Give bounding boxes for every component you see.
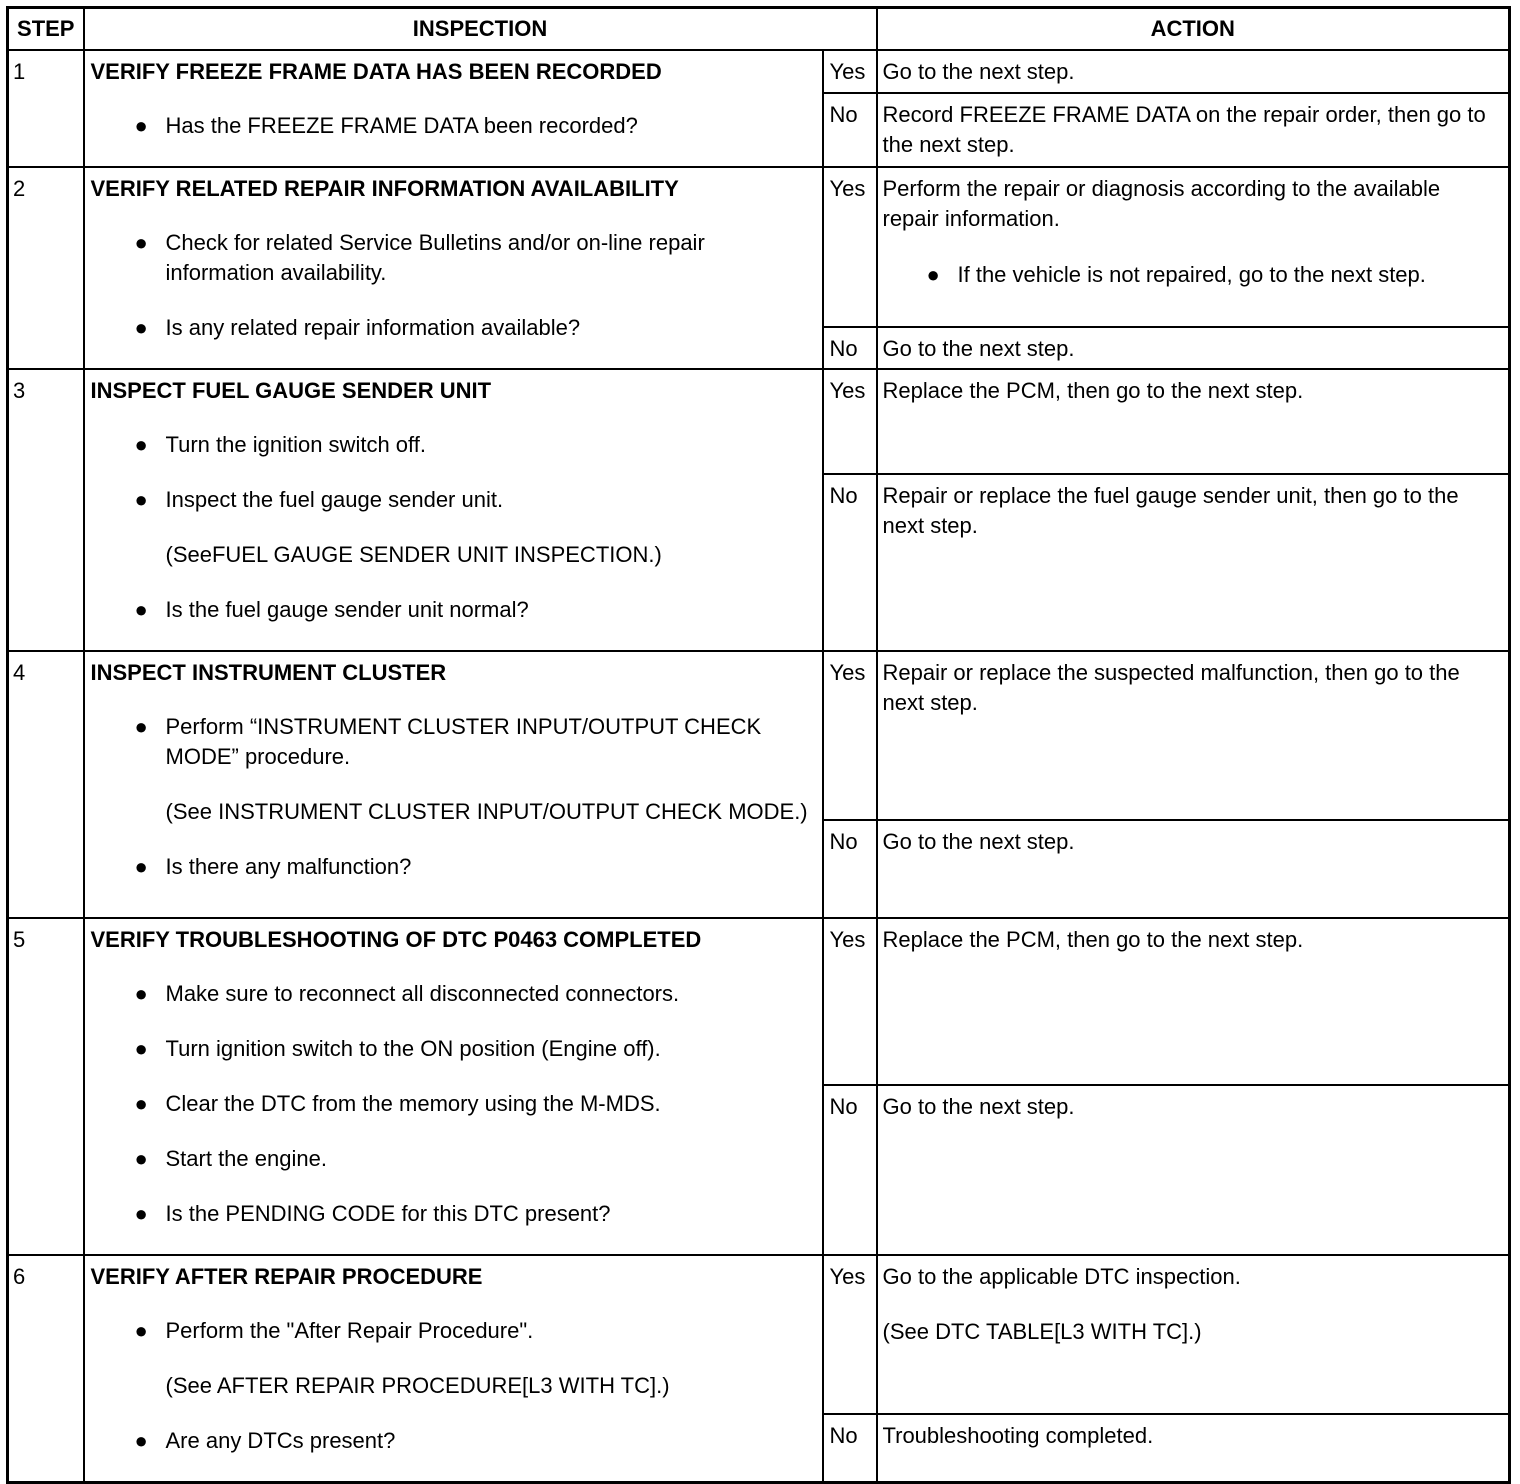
action-reference: (See DTC TABLE[L3 WITH TC].)	[882, 1319, 1202, 1344]
table-row	[8, 50, 1510, 93]
step-number: 2	[8, 167, 84, 369]
inspection-title: INSPECT FUEL GAUGE SENDER UNIT	[90, 378, 492, 403]
bullet-icon: ●	[926, 262, 940, 287]
bullet-icon: ●	[134, 1428, 148, 1453]
inspection-title: VERIFY TROUBLESHOOTING OF DTC P0463 COMPLETED	[90, 927, 702, 952]
yes-label: Yes	[823, 918, 877, 1085]
step-number: 5	[8, 918, 84, 1255]
yes-label: Yes	[823, 1255, 877, 1414]
inspection-item: ● Is any related repair information available?	[91, 313, 816, 343]
yes-action-cell	[877, 1255, 1510, 1414]
step-number: 1	[8, 50, 84, 167]
inspection-cell	[84, 1255, 823, 1483]
inspection-item: ● Are any DTCs present?	[91, 1426, 816, 1456]
bullet-icon: ●	[134, 113, 148, 138]
inspection-item: ● Turn ignition switch to the ON position (Engine off).	[91, 1034, 816, 1064]
inspection-item: ● Is there any malfunction?	[91, 852, 816, 882]
inspection-cell	[84, 918, 823, 1255]
table-row	[8, 1255, 1510, 1414]
inspection-item: ● Is the PENDING CODE for this DTC present?	[91, 1199, 816, 1229]
header-action: ACTION	[877, 8, 1510, 51]
yes-label: Yes	[823, 651, 877, 820]
yes-action: Perform the repair or diagnosis according to the available repair information.	[882, 176, 1441, 231]
yes-action: Replace the PCM, then go to the next step.	[877, 369, 1510, 474]
yes-action: Go to the applicable DTC inspection.	[882, 1264, 1241, 1289]
no-action: Repair or replace the fuel gauge sender unit, then go to the next step.	[877, 474, 1510, 651]
yes-action: Repair or replace the suspected malfunction, then go to the next step.	[877, 651, 1510, 820]
bullet-icon: ●	[134, 487, 148, 512]
inspection-cell	[84, 50, 823, 167]
no-action: Record FREEZE FRAME DATA on the repair order, then go to the next step.	[877, 93, 1510, 167]
inspection-cell	[84, 651, 823, 918]
step-number: 4	[8, 651, 84, 918]
yes-action: Go to the next step.	[877, 50, 1510, 93]
bullet-icon: ●	[134, 1091, 148, 1116]
inspection-item: ● Perform the "After Repair Procedure".	[91, 1316, 816, 1346]
bullet-icon: ●	[134, 1201, 148, 1226]
no-action: Go to the next step.	[877, 327, 1510, 369]
yes-label: Yes	[823, 369, 877, 474]
no-action: Go to the next step.	[877, 1085, 1510, 1255]
inspection-item: ● Is the fuel gauge sender unit normal?	[91, 595, 816, 625]
inspection-item: ● Make sure to reconnect all disconnected connectors.	[91, 979, 816, 1009]
bullet-icon: ●	[134, 432, 148, 457]
inspection-item: ● Has the FREEZE FRAME DATA been recorded?	[91, 111, 816, 141]
inspection-item: ● Turn the ignition switch off.	[91, 430, 816, 460]
inspection-cell	[84, 369, 823, 651]
no-label: No	[823, 327, 877, 369]
bullet-icon: ●	[134, 1146, 148, 1171]
header-row	[8, 8, 1510, 51]
bullet-icon: ●	[134, 597, 148, 622]
no-action: Go to the next step.	[877, 820, 1510, 918]
no-label: No	[823, 93, 877, 167]
table-row	[8, 918, 1510, 1085]
header-inspection: INSPECTION	[84, 8, 877, 51]
step-number: 6	[8, 1255, 84, 1483]
inspection-item: ● Start the engine.	[91, 1144, 816, 1174]
no-label: No	[823, 474, 877, 651]
bullet-icon: ●	[134, 714, 148, 739]
inspection-item: ● Inspect the fuel gauge sender unit.	[91, 485, 816, 515]
diagnostic-table	[6, 6, 1511, 1484]
inspection-item: ● Check for related Service Bulletins and/or on-line repair information availability.	[134, 230, 705, 285]
inspection-reference: (See AFTER REPAIR PROCEDURE[L3 WITH TC].)	[165, 1373, 670, 1398]
inspection-title: INSPECT INSTRUMENT CLUSTER	[90, 660, 447, 685]
no-action: Troubleshooting completed.	[877, 1414, 1510, 1482]
inspection-title: VERIFY RELATED REPAIR INFORMATION AVAILABILITY	[90, 176, 679, 201]
no-label: No	[823, 820, 877, 918]
table-row	[8, 651, 1510, 820]
bullet-icon: ●	[134, 315, 148, 340]
inspection-reference: (SeeFUEL GAUGE SENDER UNIT INSPECTION.)	[165, 542, 662, 567]
inspection-cell	[84, 167, 823, 369]
yes-label: Yes	[823, 50, 877, 93]
yes-action: Replace the PCM, then go to the next step.	[877, 918, 1510, 1085]
bullet-icon: ●	[134, 230, 148, 255]
inspection-item: ● Perform “INSTRUMENT CLUSTER INPUT/OUTPUT CHECK MODE” procedure.	[134, 714, 762, 769]
no-label: No	[823, 1085, 877, 1255]
inspection-title: VERIFY AFTER REPAIR PROCEDURE	[90, 1264, 483, 1289]
bullet-icon: ●	[134, 854, 148, 879]
step-number: 3	[8, 369, 84, 651]
bullet-icon: ●	[134, 981, 148, 1006]
inspection-title: VERIFY FREEZE FRAME DATA HAS BEEN RECORDED	[90, 59, 662, 84]
inspection-item: ● Clear the DTC from the memory using the M-MDS.	[91, 1089, 816, 1119]
table-row	[8, 167, 1510, 327]
header-step: STEP	[8, 8, 84, 51]
yes-action-cell	[877, 167, 1510, 327]
no-label: No	[823, 1414, 877, 1482]
bullet-icon: ●	[134, 1036, 148, 1061]
table-row	[8, 369, 1510, 474]
bullet-icon: ●	[134, 1318, 148, 1343]
yes-label: Yes	[823, 167, 877, 327]
action-subitem: ● If the vehicle is not repaired, go to the next step.	[883, 260, 1503, 290]
inspection-reference: (See INSTRUMENT CLUSTER INPUT/OUTPUT CHECK MODE.)	[165, 799, 808, 824]
